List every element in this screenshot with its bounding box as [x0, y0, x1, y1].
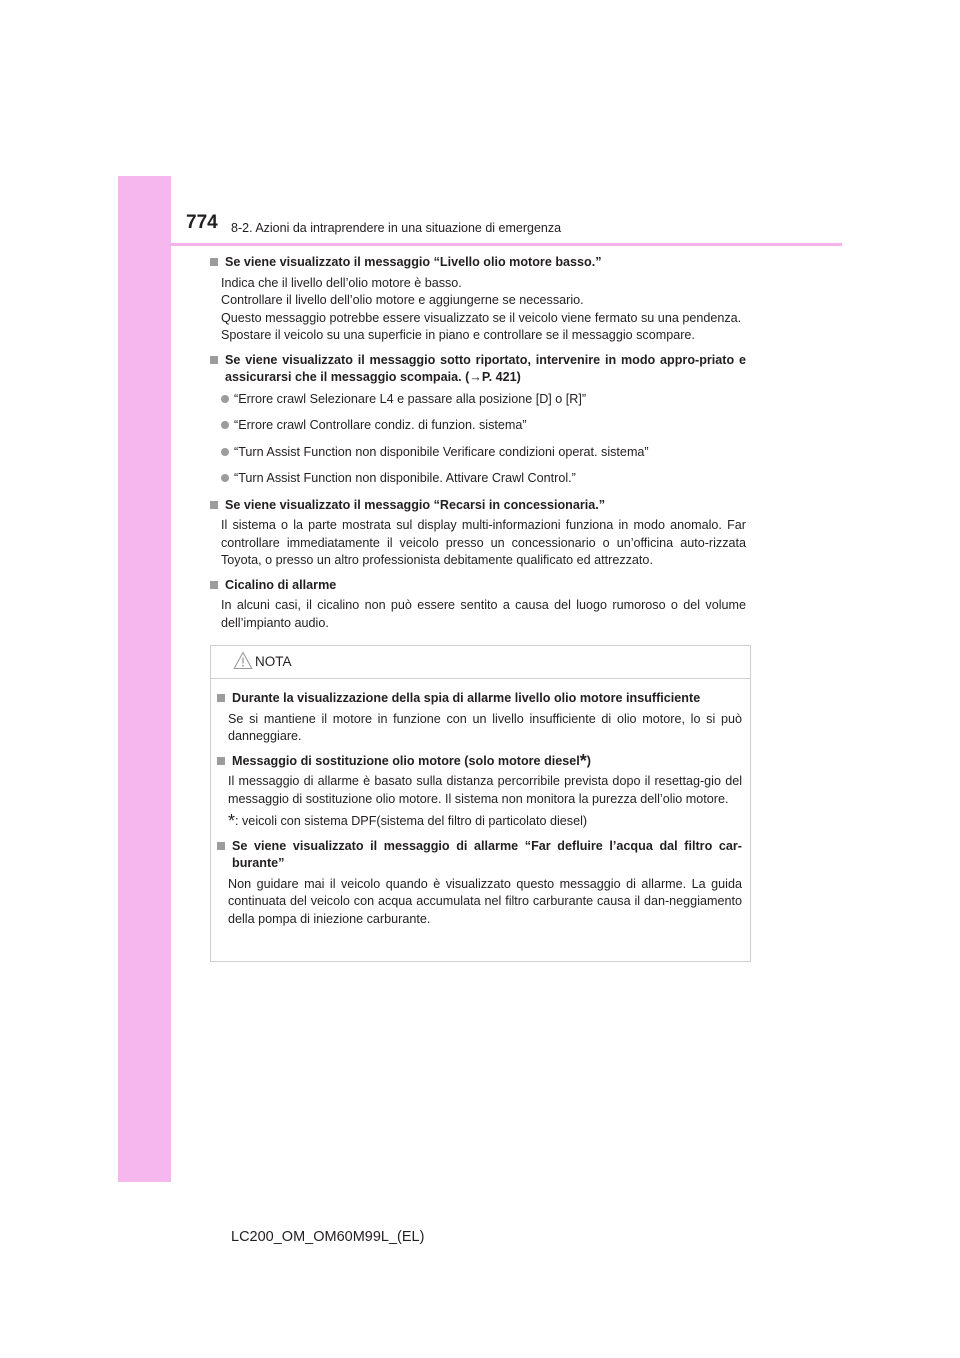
list-item: “Turn Assist Function non disponibile Verificare condizioni operat. sistema” — [221, 444, 746, 462]
section-title: Se viene visualizzato il messaggio sotto riportato, intervenire in modo appro-priato e assicurarsi che il messaggio scompaia. (→P. 421) — [225, 352, 746, 384]
message-list — [210, 391, 746, 488]
nota-item-oil-replacement — [217, 750, 742, 809]
document-code: LC200_OM_OM60M99L_(EL) — [231, 1229, 425, 1245]
square-bullet-icon — [210, 356, 218, 364]
dot-bullet-icon — [221, 395, 229, 403]
nota-item-oil-insufficient — [217, 690, 742, 746]
section-text: In alcuni casi, il cicalino non può essere sentito a causa del luogo rumoroso o del volume dell’impianto audio. — [221, 598, 746, 630]
section-dealer — [210, 497, 746, 570]
square-bullet-icon — [210, 581, 218, 589]
nota-label: NOTA — [255, 654, 292, 669]
nota-header — [211, 646, 750, 679]
asterisk-mark: * — [579, 750, 587, 771]
section-title: Se viene visualizzato il messaggio “Recarsi in concessionaria.” — [225, 497, 606, 512]
asterisk-mark: * — [228, 811, 236, 831]
section-buzzer — [210, 577, 746, 633]
nota-box — [210, 645, 751, 962]
list-item: “Errore crawl Selezionare L4 e passare alla posizione [D] o [R]” — [221, 391, 746, 409]
section-oil-level-low — [210, 254, 746, 345]
warning-triangle-icon — [233, 651, 253, 670]
chapter-heading: 8-2. Azioni da intraprendere in una situazione di emergenza — [231, 221, 562, 235]
section-text: Il sistema o la parte mostrata sul display multi-informazioni funziona in modo anomalo. Far controllare immediatamente il veicolo presso un concessionario o un’officina auto-rizzata Toyota, o presso un altro professionista debitamente qualificato ed attrezzato. — [221, 518, 746, 567]
square-bullet-icon — [217, 842, 225, 850]
section-text: Controllare il livello dell’olio motore e aggiungerne se necessario. — [221, 293, 584, 307]
square-bullet-icon — [217, 757, 225, 765]
section-title: Se viene visualizzato il messaggio “Livello olio motore basso.” — [225, 255, 602, 269]
header-rule — [171, 243, 842, 246]
side-tab-band — [118, 176, 171, 1182]
nota-item-title: Se viene visualizzato il messaggio di allarme “Far defluire l’acqua dal filtro car-burante” — [232, 838, 742, 870]
nota-item-text: Non guidare mai il veicolo quando è visualizzato questo messaggio di allarme. La guida continuata del veicolo con acqua accumulata nel filtro carburante causa il dan-neggiamento della pompa di iniezione carburante. — [228, 876, 742, 926]
nota-item-title: Messaggio di sostituzione olio motore (solo motore diesel*) — [232, 750, 591, 771]
nota-item-title: Durante la visualizzazione della spia di allarme livello olio motore insufficiente — [232, 691, 701, 705]
section-text: Questo messaggio potrebbe essere visualizzato se il veicolo viene fermato su una pendenza. — [221, 310, 742, 325]
list-item: “Errore crawl Controllare condiz. di funzion. sistema” — [221, 417, 746, 435]
section-message-below — [210, 352, 746, 488]
square-bullet-icon — [217, 694, 225, 702]
section-text: Indica che il livello dell’olio motore è basso. — [221, 275, 462, 290]
dot-bullet-icon — [221, 474, 229, 482]
section-text: Spostare il veicolo su una superficie in piano e controllare se il messaggio scompare. — [221, 328, 695, 342]
page-number: 774 — [186, 212, 218, 233]
nota-body — [217, 690, 742, 935]
dot-bullet-icon — [221, 421, 229, 429]
nota-item-fuel-filter — [217, 838, 742, 929]
section-title: Cicalino di allarme — [225, 577, 337, 592]
main-content — [210, 254, 746, 639]
square-bullet-icon — [210, 258, 218, 266]
nota-item-text: Se si mantiene il motore in funzione con un livello insufficiente di olio motore, lo si può danneggiare. — [228, 711, 742, 743]
square-bullet-icon — [210, 501, 218, 509]
list-item: “Turn Assist Function non disponibile. Attivare Crawl Control.” — [221, 470, 746, 488]
nota-item-text: Il messaggio di allarme è basato sulla distanza percorribile prevista dopo il resettag-gio del messaggio di sostituzione olio motore. Il sistema non monitora la purezza dell’olio motore. — [228, 774, 742, 806]
dot-bullet-icon — [221, 448, 229, 456]
footnote: *: veicoli con sistema DPF(sistema del filtro di particolato diesel) — [228, 811, 588, 831]
